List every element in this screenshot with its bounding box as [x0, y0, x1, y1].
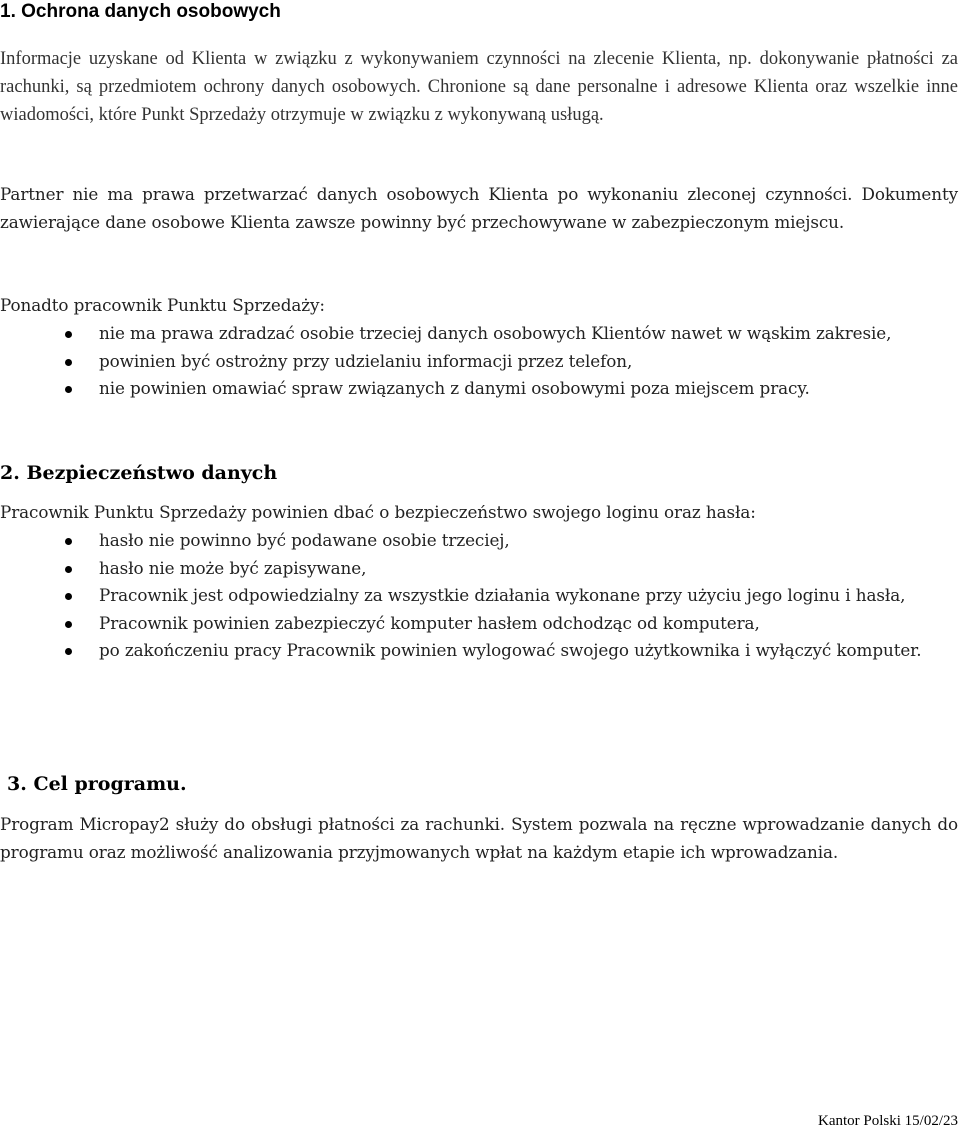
bullet-icon [65, 359, 72, 366]
section-3-paragraph: Program Micropay2 służy do obsługi płatności za rachunki. System pozwala na ręczne wprowadzanie danych do programu oraz możliwość analizowania przyjmowanych wpłat na każdym etapie ich wprowadzania. [0, 814, 958, 862]
section-1-bullet-list [0, 320, 958, 403]
bullet-icon [65, 621, 72, 628]
bullet-icon [65, 648, 72, 655]
list-item-text: po zakończeniu pracy Pracownik powinien wylogować swojego użytkownika i wyłączyć komputer. [99, 640, 922, 660]
section-1-title: 1. Ochrona danych osobowych [0, 1, 281, 22]
bullet-icon [65, 593, 72, 600]
list-item-text: Pracownik jest odpowiedzialny za wszystkie działania wykonane przy użyciu jego loginu i hasła, [99, 585, 906, 605]
list-item [0, 637, 958, 665]
list-item [0, 582, 958, 610]
section-3-title: 3. Cel programu. [7, 773, 187, 795]
bullet-icon [65, 566, 72, 573]
section-1-paragraph-1: Informacje uzyskane od Klienta w związku z wykonywaniem czynności na zlecenie Klienta, np. dokonywanie płatności za rachunki, są przedmiotem ochrony danych osobowych. Chronione są dane personalne i adresowe Klienta oraz wszelkie inne wiadomości, które Punkt Sprzedaży otrzymuje w związku z wykonywaną usługą. [0, 49, 958, 125]
section-1-paragraph-2: Partner nie ma prawa przetwarzać danych osobowych Klienta po wykonaniu zleconej czynności. Dokumenty zawierające dane osobowe Klienta zawsze powinny być przechowywane w zabezpieczonym miejscu. [0, 184, 958, 232]
list-item-text: hasło nie powinno być podawane osobie trzeciej, [99, 530, 510, 550]
section-2-intro: Pracownik Punktu Sprzedaży powinien dbać o bezpieczeństwo swojego loginu oraz hasła: [0, 502, 756, 522]
section-2-bullet-list [0, 527, 958, 665]
list-item-text: nie powinien omawiać spraw związanych z danymi osobowymi poza miejscem pracy. [99, 378, 810, 398]
section-1-intro: Ponadto pracownik Punktu Sprzedaży: [0, 295, 325, 315]
list-item-text: hasło nie może być zapisywane, [99, 557, 367, 578]
list-item [0, 320, 958, 348]
list-item [0, 527, 958, 555]
list-item [0, 375, 958, 403]
section-2-title: 2. Bezpieczeństwo danych [0, 462, 278, 484]
page-footer: Kantor Polski 15/02/23 [817, 1113, 958, 1129]
list-item [0, 610, 958, 638]
list-item [0, 348, 958, 376]
list-item [0, 555, 958, 583]
bullet-icon [65, 538, 72, 545]
bullet-icon [65, 331, 72, 338]
list-item-text: nie ma prawa zdradzać osobie trzeciej danych osobowych Klientów nawet w wąskim zakresie, [99, 323, 892, 343]
bullet-icon [65, 386, 72, 393]
list-item-text: Pracownik powinien zabezpieczyć komputer hasłem odchodząc od komputera, [99, 612, 760, 633]
list-item-text: powinien być ostrożny przy udzielaniu informacji przez telefon, [99, 350, 633, 371]
